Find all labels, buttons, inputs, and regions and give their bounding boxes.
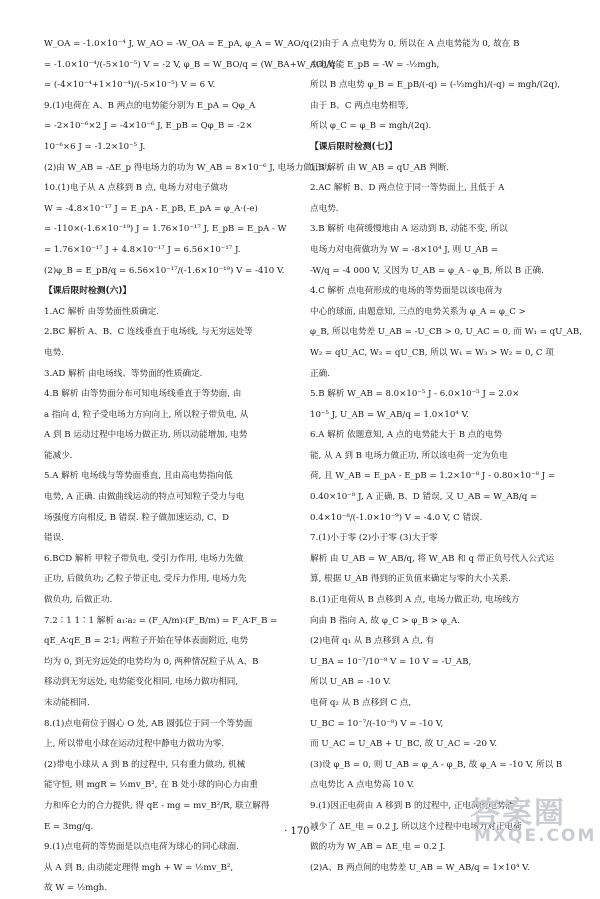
answer-line: 9.(1)点电荷的等势面是以点电荷为球心的同心球面. (44, 842, 239, 853)
answer-line: 场强度方向相反, B 错误. 粒子做加速运动, C、D (44, 512, 229, 523)
answer-line: W = -4.8×10⁻¹⁷ J = E_pA - E_pB, E_pA = φ_A·(-e) (44, 203, 258, 214)
answer-line: 电势. (44, 347, 64, 358)
answer-line: 能守恒, 则 mgR = ½mv_B², 在 B 处小球的向心力由重 (44, 780, 258, 791)
answer-line: (2)φ_B = E_pB/q = 6.56×10⁻¹⁷/(-1.6×10⁻¹⁹) V = -410 V. (44, 265, 285, 276)
answer-line: 8.(1)正电荷从 B 点移到 A 点, 电场力做正功, 电场线方 (310, 595, 520, 606)
answer-line: 算, 根据 U_AB 得到的正负值来确定与零的大小关系. (310, 574, 512, 585)
answer-line: 6.A 解析 依题意知, A 点的电势能大于 B 点的电势 (310, 430, 503, 441)
answer-line: 减少了 ΔE_电 = 0.2 J, 所以这个过程中电场力对正电荷 (310, 821, 522, 832)
answer-line: 点电势. (310, 203, 339, 214)
answer-line: 3.B 解析 电荷缓慢地由 A 运动到 B, 动能不变, 所以 (310, 224, 508, 235)
answer-line: 2.BC 解析 A、B、C 连线垂直于电场线, 与无穷远处等 (44, 327, 253, 338)
answer-line: 力和库仑力的合力提供, 得 qE - mg = mv_B²/R, 联立解得 (44, 800, 270, 811)
answer-line: 4.C 解析 点电荷形成的电场的等势面是以该电荷为 (310, 286, 503, 297)
page-number: · 170 · (284, 826, 316, 837)
answer-line: 10⁻⁵ J, U_AB = W_AB/q = 1.0×10⁴ V. (310, 409, 469, 420)
site-watermark (468, 788, 597, 852)
answer-line: 均为 0, 到无穷远处的电势均为 0, 两种情况粒子从 A、B (44, 656, 259, 667)
answer-line: (2)由于 A 点电势为 0, 所以在 A 点电势能为 0, 故在 B (310, 39, 520, 49)
answer-line: (2)由 W_AB = -ΔE_p 得电场力的功为 W_AB = 8×10⁻⁶ J, 电场力做正功. (44, 162, 332, 173)
answer-line: = 1.76×10⁻¹⁷ J + 4.8×10⁻¹⁷ J = 6.56×10⁻¹⁷ J. (44, 244, 241, 255)
answer-line: E = 3mg/q. (44, 821, 94, 832)
answer-line: 荷, 且 W_AB = E_pA - E_pB = 1.2×10⁻⁸ J - 0.80×10⁻⁸ J = (310, 471, 556, 482)
answer-line: 7.(1)小于零 (2)小于零 (3)大于零 (310, 533, 438, 544)
watermark-logo-text: 答案圈 (470, 796, 566, 831)
answer-line: 10⁻⁶×6 J = -1.2×10⁻⁵ J. (44, 141, 146, 152)
answer-line: 所以 φ_C = φ_B = mgh/(2q). (310, 121, 432, 132)
answer-line: 所以 U_AB = -10 V. (310, 677, 391, 688)
answer-line: 所以 B 点电势 φ_B = E_pB/(-q) = (-½mgh)/(-q) = mgh/(2q), (310, 80, 561, 91)
answer-line: W_OA = -1.0×10⁻⁴ J, W_AO = -W_OA = E_pA, φ_A = W_AO/q (44, 39, 310, 49)
answer-line: = -2×10⁻⁶×2 J = -4×10⁻⁶ J, E_pB = Qφ_B = -2× (44, 121, 253, 132)
answer-line: = -1.0×10⁻⁴/(-5×10⁻⁵) V = -2 V, φ_B = W_BO/q = (W_BA+W_AO)/q (44, 59, 335, 70)
answer-line: = -110×(-1.6×10⁻¹⁹) J = 1.76×10⁻¹⁷ J, E_pB = E_pA - W (44, 224, 287, 235)
section-heading: 【课后限时检测(七)】 (310, 141, 398, 152)
answer-line: 正功, 后做负功; 乙粒子带正电, 受斥力作用, 电场力先 (44, 574, 247, 585)
answer-line: 4.B 解析 由等势面分布可知电场线垂直于等势面, 由 (44, 389, 242, 400)
answer-line: 由于 B、C 两点电势相等, (310, 100, 409, 111)
answer-line: 做的功为 W_AB = ΔE_电 = 0.2 J. (310, 842, 446, 853)
answer-line: U_BC = 10⁻⁷/(-10⁻⁸) V = -10 V, (310, 718, 444, 729)
answer-line: 上, 所以带电小球在运动过程中静电力做功为零. (44, 739, 225, 750)
answer-line: 点电势能 E_pB = -W = -½mgh, (310, 59, 440, 70)
answer-line: 从 A 到 B, 由动能定理得 mgh + W = ½mv_B², (44, 862, 234, 873)
section-heading: 【课后限时检测(六)】 (44, 286, 132, 297)
answer-line: (2)带电小球从 A 到 B 的过程中, 只有重力做功, 机械 (44, 759, 246, 770)
answer-line: 而 U_AC = U_AB + U_BC, 故 U_AC = -20 V. (310, 739, 498, 750)
watermark-url: MXQE.COM (474, 826, 597, 846)
answer-line: W₂ = qU_AC, W₃ = qU_CB, 所以 W₁ = W₃ > W₂ = 0, C 项 (310, 347, 554, 358)
answer-line: 电场力对电荷做功为 W = -8×10⁴ J, 则 U_AB = (310, 244, 498, 255)
answer-line: U_BA = 10⁻⁷/10⁻⁸ V = 10 V = -U_AB, (310, 656, 472, 667)
answer-line: 10.(1)电子从 A 点移到 B 点, 电场力对电子做功 (44, 183, 228, 194)
answer-line: 8.(1)点电荷位于圆心 O 处, AB 圆弧位于同一个等势面 (44, 718, 253, 729)
answer-line: 3.AD 解析 由电场线、等势面的性质确定. (44, 368, 203, 379)
answer-line: 0.4×10⁻⁸/(-1.0×10⁻⁹) V = -4.0 V, C 错误. (310, 512, 483, 523)
answer-line: 末动能相同. (44, 698, 90, 708)
answer-line: 中心的球面, 由题意知, 三点的电势关系为 φ_A = φ_C > (310, 306, 526, 317)
answer-line: 点电势比 A 点电势高 10 V. (310, 780, 415, 791)
answer-line: (3)设 φ_B = 0, 则 U_AB = φ_A - φ_B, 故 φ_A = -10 V, 所以 B (310, 759, 563, 770)
answer-line: 做负功, 后做正功. (44, 595, 113, 606)
answer-line: 9.(1)电荷在 A、B 两点的电势能分别为 E_pA = Qφ_A (44, 100, 256, 111)
answer-line: a 指向 d, 粒子受电场力方向向上, 所以粒子带负电, 从 (44, 409, 249, 420)
answer-line: 正确. (310, 368, 330, 379)
answer-line: (2)电荷 q₁ 从 B 点移到 A 点, 有 (310, 636, 435, 647)
answer-line: A 到 B 运动过程中电场力做正功, 所以动能增加, 电势 (44, 430, 248, 441)
answer-line: 7.2∶1 1∶1 解析 a₁∶a₂ = (F_A/m)∶(F_B/m) = F_A∶F_B = (44, 615, 278, 626)
answer-line: 移动到无穷远处, 电势能变化相同, 电场力做功相同, (44, 677, 239, 688)
answer-line: 1.AC 解析 由等势面性质确定. (44, 306, 160, 317)
answer-line: 故 W = ½mgh. (44, 883, 108, 894)
answer-line: 电荷 q₂ 从 B 点移到 C 点, (310, 698, 412, 708)
answer-line: qE_A∶qE_B = 2∶1; 两粒子开始在导体表面附近, 电势 (44, 636, 249, 647)
answer-line: 能, 从 A 到 B 电场力做正功, 所以该电荷一定为负电 (310, 450, 508, 461)
answer-line: 5.A 解析 电场线与等势面垂直, 且由高电势指向低 (44, 471, 233, 482)
answer-line: (2)A、B 两点间的电势差 U_AB = W_AB/q = 1×10⁴ V. (310, 862, 530, 873)
answer-line: -W/q = -4 000 V, 又因为 U_AB = φ_A - φ_B, 所以 B 正确. (310, 265, 544, 276)
answer-line: = (-4×10⁻⁴+1×10⁻⁴)/(-5×10⁻⁵) V = 6 V. (44, 80, 216, 91)
right-column (310, 34, 582, 878)
answer-line: 6.BCD 解析 甲粒子带负电, 受引力作用, 电场力先做 (44, 553, 244, 564)
answer-line: 能减少. (44, 450, 73, 461)
answer-line: 解析 由 U_AB = W_AB/q, 将 W_AB 和 q 带正负号代入公式运 (310, 553, 555, 564)
answer-line: 2.AC 解析 B、D 两点位于同一等势面上, 且低于 A (310, 183, 505, 194)
answer-line: 1.B 解析 由 W_AB = qU_AB 判断. (310, 162, 450, 173)
answer-line: 0.40×10⁻⁸ J, A 正确, B、D 错误, 又 U_AB = W_AB/q = (310, 492, 538, 503)
answer-line: 电势, A 正确. 由做曲线运动的特点可知粒子受力与电 (44, 492, 245, 503)
answer-line: 向由 B 指向 A, 故 φ_C > φ_B > φ_A. (310, 615, 460, 626)
answer-line: 9.(1)因正电荷由 A 移到 B 的过程中, 正电荷的电势能 (310, 800, 514, 811)
answer-line: φ_B, 所以电势差 U_AB = -U_CB > 0, U_AC = 0, 而 W₁ = qU_AB, (310, 327, 582, 338)
answer-line: 错误. (44, 533, 64, 544)
answer-line: 5.B 解析 W_AB = 8.0×10⁻⁵ J - 6.0×10⁻⁵ J = 2.0× (310, 389, 520, 400)
